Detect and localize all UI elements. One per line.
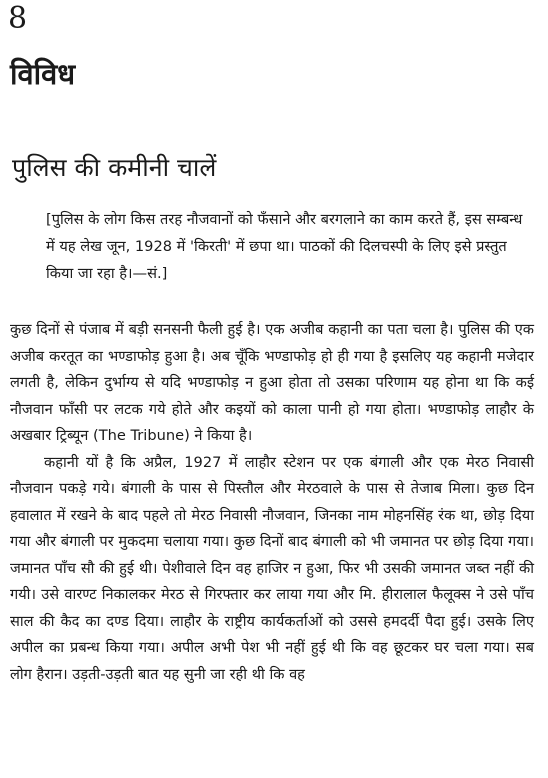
body-text — [10, 317, 534, 688]
paragraph: कुछ दिनों से पंजाब में बड़ी सनसनी फैली हुई है। एक अजीब कहानी का पता चला है। पुलिस की एक अजीब करतूत का भण्डाफोड़ हुआ है। अब चूँकि भण्डाफोड़ हो ही गया है इसलिए यह कहानी मजेदार लगती है, लेकिन दुर्भाग्य से यदि भण्डाफोड़ न हुआ होता तो उसका परिणाम यह होना था कि कई नौजवान फाँसी पर लटक गये होते और कइयों को काला पानी हो गया होता। भण्डाफोड़ लाहौर के अखबार ट्रिब्यून (The Tribune) ने किया है। — [10, 321, 534, 444]
editor-note: [पुलिस के लोग किस तरह नौजवानों को फँसाने और बरगलाने का काम करते हैं, इस सम्बन्ध में यह लेख जून, 1928 में 'किरती' में छपा था। पाठकों की दिलचस्पी के लिए इसे प्रस्तुत किया जा रहा है।—सं.] — [46, 211, 523, 282]
paragraph: कहानी यों है कि अप्रैल, 1927 में लाहौर स्टेशन पर एक बंगाली और एक मेरठ निवासी नौजवान पकड़े गये। बंगाली के पास से पिस्तौल और मेरठवाले के पास से तेजाब मिला। कुछ दिन हवालात में रखने के बाद पहले तो मेरठ निवासी नौजवान, जिनका नाम मोहनसिंह रंक था, छोड़ दिया गया और बंगाली पर मुकदमा चलाया गया। कुछ दिनों बाद बंगाली को भी जमानत पर छोड़ दिया गया। जमानत पाँच सौ की हुई थी। पेशीवाले दिन वह हाजिर न हुआ, फिर भी उसकी जमानत जब्त नहीं की गयी। उसे वारण्ट निकालकर मेरठ से गिरफ्तार कर लाया गया और मि. हीरालाल फैलूक्स ने उसे पाँच साल की कैद का दण्ड दिया। लाहौर के राष्ट्रीय कार्यकर्ताओं को उससे हमदर्दी पैदा हुई। उसके लिए अपील का प्रबन्ध किया गया। अपील अभी पेश भी नहीं हुई थी कि वह छूटकर घर चला गया। सब लोग हैरान। उड़ती-उड़ती बात यह सुनी जा रही थी कि वह — [10, 453, 534, 683]
chapter-title: विविध — [10, 57, 76, 91]
chapter-number: 8 — [8, 1, 28, 36]
section-title: पुलिस की कमीनी चालें — [12, 153, 217, 182]
